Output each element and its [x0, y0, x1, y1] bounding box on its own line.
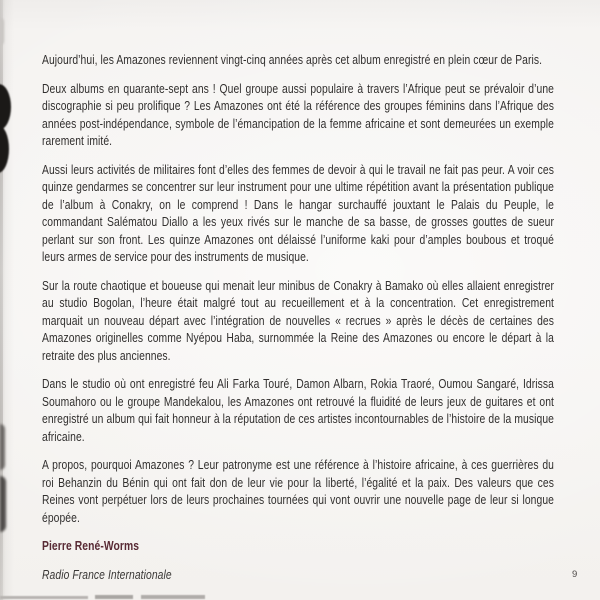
scan-edge-smudge-top [0, 18, 4, 45]
body-paragraph: Aujourd’hui, les Amazones reviennent vingt-cinq années après cet album enregistré en plein cœur de Paris. [42, 52, 543, 67]
body-paragraph: A propos, pourquoi Amazones ? Leur patronyme est une référence à l’histoire africaine, à ces guerrières du roi Behanzin du Bénin qui ont fait don de leur vie pour la liberté, l’égalité et la paix. Des valeurs que ces Reines vont perpétuer lors de leurs prochaines tournées qui vont ouvrir une nouvelle page de leur si longue épopée. [42, 457, 554, 525]
liner-notes-text-column [42, 51, 554, 594]
scan-bottom-strip [0, 596, 88, 599]
body-paragraph: Aussi leurs activités de militaires font d’elles des femmes de devoir à qui le travail ne fait pas peur. A voir ces quinze gendarmes se concentrer sur leur instrument pour une ultime répétition avant la présentation publique de l’album à Conakry, on le comprend ! Dans le hangar surchauffé jouxtant le Palais du Peuple, le commandant Salématou Diallo a les yeux rivés sur le manche de sa basse, de grosses gouttes de sueur perlant sur son front. Les quinze Amazones ont délaissé l’uniforme kaki pour d’amples boubous et troqué leurs armes de service pour des instruments de musique. [42, 161, 554, 264]
body-paragraph: Sur la route chaotique et boueuse qui menait leur minibus de Conakry à Bamako où elles allaient enregistrer au studio Bogolan, l’heure était malgré tout au recueillement et à la concentration. Cet enregistrement marquait un nouveau départ avec l’intégration de nouvelles « recrues » après le décès de certaines des Amazones originelles comme Nyépou Haba, surnommée la Reine des Amazones ou encore le départ à la retraite des plus anciennes. [42, 277, 554, 363]
byline-organization: Radio France Internationale [42, 566, 172, 582]
scan-bottom-strip [95, 595, 133, 599]
page-number: 9 [572, 569, 578, 580]
scan-edge-mark [0, 424, 5, 470]
byline-author: Pierre René-Worms [42, 538, 140, 553]
body-paragraph: Deux albums en quarante-sept ans ! Quel groupe aussi populaire à travers l’Afrique peut se prévaloir d’une discographie si peu prolifique ? Les Amazones ont été la référence des groupes féminins dans l’Afrique des années post-indépendance, symbole de l’émancipation de la femme africaine et sont demeurées un exemple rarement imité. [42, 80, 554, 148]
body-paragraph: Dans le studio où ont enregistré feu Ali Farka Touré, Damon Albarn, Rokia Traoré, Oumou Sangaré, Idrissa Soumahoro ou le groupe Mandekalou, les Amazones ont retrouvé la fluidité de leurs jeux de guitares et ont enregistré un album qui fait honneur à la réputation de ces artistes incontournables de l’histoire de la musique africaine. [42, 376, 554, 444]
scan-bottom-strip [141, 595, 205, 599]
scan-edge-mark [0, 476, 6, 532]
scan-edge-blob [0, 80, 18, 184]
